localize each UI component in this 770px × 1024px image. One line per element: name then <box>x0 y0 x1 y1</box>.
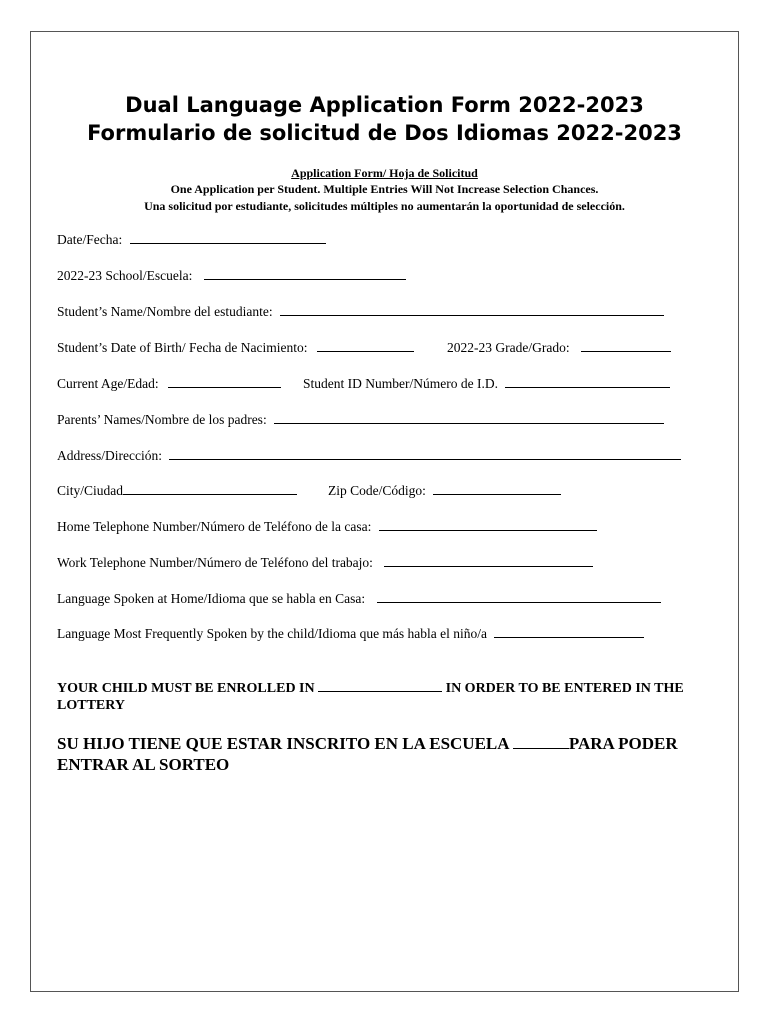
dob-group <box>57 340 414 356</box>
student-name-row <box>57 304 664 320</box>
form-title-spanish: Formulario de solicitud de Dos Idiomas 2022-2023 <box>87 121 682 145</box>
notice-es-part1: SU HIJO TIENE QUE ESTAR INSCRITO EN LA ESCUELA <box>57 734 509 753</box>
form-title-english: Dual Language Application Form 2022-2023 <box>125 93 644 117</box>
school-row <box>57 268 406 284</box>
student-name-label: Student’s Name/Nombre del estudiante: <box>57 304 273 319</box>
school-label: 2022-23 School/Escuela: <box>57 268 193 283</box>
grade-group <box>447 340 671 356</box>
form-page <box>30 31 739 992</box>
parents-row <box>57 412 664 428</box>
city-field[interactable] <box>123 483 297 495</box>
form-subtitle: Application Form/ Hoja de Solicitud <box>291 166 478 180</box>
address-label: Address/Dirección: <box>57 448 162 463</box>
student-id-field[interactable] <box>505 376 670 388</box>
grade-label: 2022-23 Grade/Grado: <box>447 340 570 355</box>
school-field[interactable] <box>204 268 406 280</box>
grade-field[interactable] <box>581 340 671 352</box>
work-phone-field[interactable] <box>384 555 593 567</box>
work-phone-label: Work Telephone Number/Número de Teléfono del trabajo: <box>57 555 373 570</box>
home-phone-label: Home Telephone Number/Número de Teléfono de la casa: <box>57 519 372 534</box>
student-id-group <box>303 376 670 392</box>
parents-field[interactable] <box>274 412 664 424</box>
home-language-field[interactable] <box>377 591 661 603</box>
child-language-label: Language Most Frequently Spoken by the child/Idioma que más habla el niño/a <box>57 626 488 641</box>
date-field[interactable] <box>130 232 326 244</box>
city-label: City/Ciudad <box>57 483 124 498</box>
zip-group <box>328 483 561 499</box>
student-name-field[interactable] <box>280 304 664 316</box>
address-row <box>57 448 681 464</box>
instruction-english: One Application per Student. Multiple Entries Will Not Increase Selection Chances. <box>170 182 599 196</box>
work-phone-row <box>57 555 593 571</box>
age-group <box>57 376 281 392</box>
dob-field[interactable] <box>317 340 414 352</box>
dob-label: Student’s Date of Birth/ Fecha de Nacimiento: <box>57 340 308 355</box>
age-label: Current Age/Edad: <box>57 376 159 391</box>
notice-en-part2: IN ORDER TO BE ENTERED IN THE LOTTERY <box>57 681 684 713</box>
child-language-row <box>57 626 644 642</box>
notice-en-school-field[interactable] <box>318 679 442 692</box>
parents-label: Parents’ Names/Nombre de los padres: <box>57 412 267 427</box>
home-phone-row <box>57 519 597 535</box>
address-field[interactable] <box>169 448 681 460</box>
notice-es-part2: PARA PODER ENTRAR AL SORTEO <box>57 734 678 774</box>
child-language-field[interactable] <box>494 626 644 638</box>
notice-es-school-field[interactable] <box>513 736 569 749</box>
enrollment-notice-english <box>57 679 737 714</box>
home-language-label: Language Spoken at Home/Idioma que se habla en Casa: <box>57 591 366 606</box>
student-id-label: Student ID Number/Número de I.D. <box>303 376 498 391</box>
instruction-spanish: Una solicitud por estudiante, solicitudes múltiples no aumentarán la oportunidad de selección. <box>144 199 625 213</box>
notice-en-part1: YOUR CHILD MUST BE ENROLLED IN <box>57 681 315 696</box>
date-label: Date/Fecha: <box>57 232 123 247</box>
home-phone-field[interactable] <box>379 519 597 531</box>
city-group <box>57 483 297 499</box>
age-field[interactable] <box>168 376 281 388</box>
date-row <box>57 232 326 248</box>
zip-label: Zip Code/Código: <box>328 483 426 498</box>
home-language-row <box>57 591 661 607</box>
enrollment-notice-spanish <box>57 733 727 775</box>
zip-field[interactable] <box>433 483 561 495</box>
